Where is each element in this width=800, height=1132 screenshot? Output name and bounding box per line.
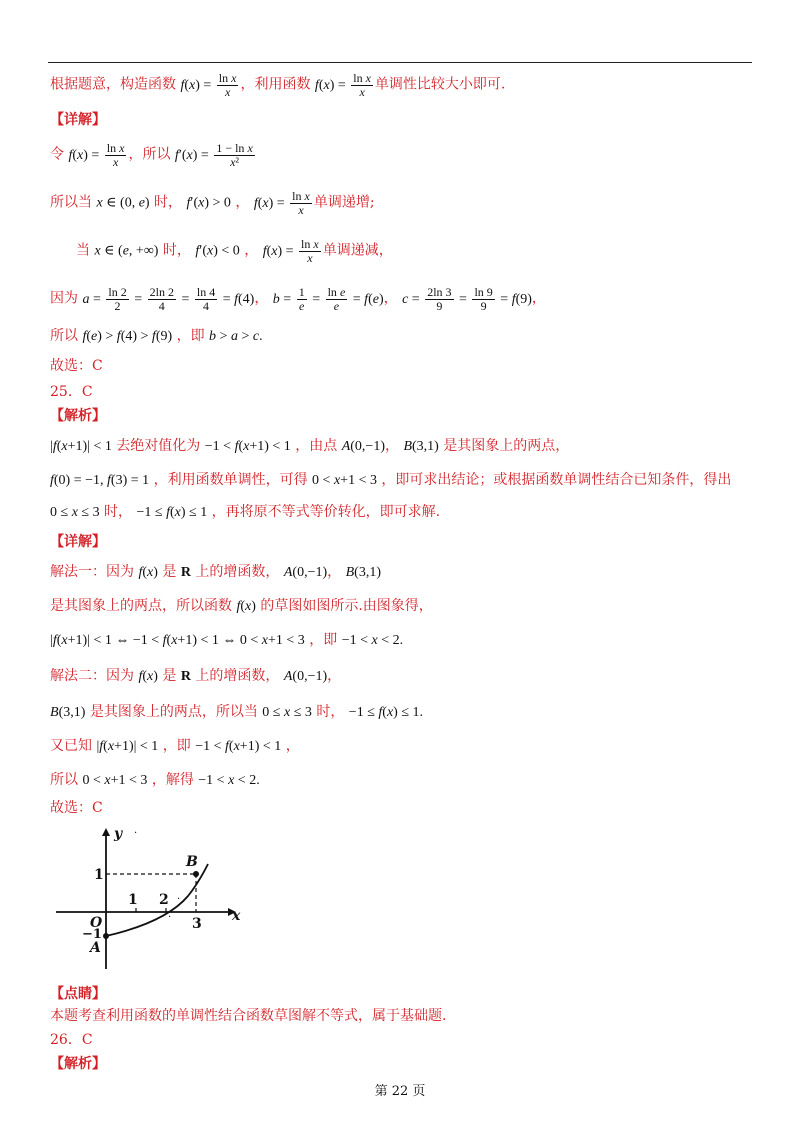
x-tick-3-label: 3 xyxy=(192,916,202,932)
line-12: f(0) = −1, f(3) = 1 ，利用函数单调性，可得 0 < x+1 < 3 ，即可求出结论；或根据函数单调性结合已知条件，得出 xyxy=(50,472,732,488)
header-rule xyxy=(48,62,752,63)
y-tick-1-label: 1 xyxy=(94,867,104,883)
section-heading-analysis-2: 【解析】 xyxy=(50,1056,106,1072)
answer-line-25: 故选：C xyxy=(50,800,103,816)
origin-label: O xyxy=(90,915,103,931)
point-a-dot xyxy=(103,933,109,939)
line-24: 本题考查利用函数的单调性结合函数草图解不等式，属于基础题. xyxy=(50,1008,447,1024)
section-heading-analysis: 【解析】 xyxy=(50,408,106,424)
line-3: 令 f(x) = $\frac{\text{ln x}}{x}$ ，所以 f′(x) = $\frac{\text{1 − ln x}}{\text{x²}}$ xyxy=(50,141,253,169)
function-sketch-graph xyxy=(56,824,256,974)
line-17: |f(x+1)| < 1 ⇔ −1 < f(x+1) < 1 ⇔ 0 < x+1 < 3 ，即 −1 < x < 2. xyxy=(50,632,404,648)
answer-line-24: 故选：C xyxy=(50,358,103,374)
line-5: 当 x ∈ (e, +∞) 时， f′(x) < 0 ， f(x) = $\frac{\text{ln x}}{x}$ 单调递减， xyxy=(76,237,393,265)
y-axis-arrow-icon xyxy=(102,828,110,836)
line-19: B(3,1) 是其图象上的两点，所以当 0 ≤ x ≤ 3 时， −1 ≤ f(x) ≤ 1. xyxy=(50,704,424,720)
question-25-heading: 25．C xyxy=(50,384,93,400)
line-4: 所以当 x ∈ (0, e) 时， f′(x) > 0 ， f(x) = $\frac{\text{ln x}}{x}$ 单调递增; xyxy=(50,189,375,217)
line-1-text: 根据题意，构造函数 xyxy=(50,76,176,93)
graph-dot-mark-3: · xyxy=(168,912,172,923)
line-20: 又已知 |f(x+1)| < 1 ，即 −1 < f(x+1) < 1 ， xyxy=(50,738,300,754)
line-7: 所以 f(e) > f(4) > f(9) ，即 b > a > c. xyxy=(50,328,263,344)
y-axis-label: y xyxy=(114,826,123,842)
line-16: 是其图象上的两点，所以函数 f(x) 的草图如图所示.由图象得， xyxy=(50,598,433,614)
line-1: 根据题意，构造函数 f(x) = $\frac{\text{ln x}}{x}$ ，利用函数 f(x) = $\frac{\text{ln x}}{x}$ 单调性比较大小即可. xyxy=(50,71,506,99)
graph-dot-mark-2: · xyxy=(177,894,181,905)
line-11: |f(x+1)| < 1 去绝对值化为 −1 < f(x+1) < 1 ，由点 A(0,−1)， B(3,1) 是其图象上的两点， xyxy=(50,438,570,454)
x-tick-2-label: 2 xyxy=(159,892,169,908)
question-26-heading: 26．C xyxy=(50,1032,93,1048)
section-heading-tip: 【点睛】 xyxy=(50,986,106,1002)
section-heading-detail-2: 【详解】 xyxy=(50,534,106,550)
point-b-dot xyxy=(193,871,199,877)
line-13: 0 ≤ x ≤ 3 时， −1 ≤ f(x) ≤ 1 ，再将原不等式等价转化，即可求解. xyxy=(50,504,441,520)
y-tick-neg1-label: −1 xyxy=(82,927,102,942)
page-footer: 第 22 页 xyxy=(374,1084,426,1099)
line-21: 所以 0 < x+1 < 3 ，解得 −1 < x < 2. xyxy=(50,772,260,788)
x-tick-1-label: 1 xyxy=(128,892,138,908)
section-heading-detail: 【详解】 xyxy=(50,112,106,128)
line-6: 因为 a = $\frac{\ln 2}{2}$ = $\frac{2\ln 2}{4}$ = $\frac{\ln 4}{4}$ = f(4)， b = $\frac{1}{e}$ = $\frac{\text{ln e}}{e}$ = f(e)， c = $\frac{2\ln 3}{9}$ = $\frac{\ln 9}{9}$ = f(9)， xyxy=(50,285,546,313)
point-a-label: A xyxy=(90,940,101,956)
point-b-label: B xyxy=(186,854,198,870)
graph-dot-mark: · xyxy=(134,828,138,839)
x-axis-label: x xyxy=(232,908,241,924)
line-15: 解法一：因为 f(x) 是 R 上的增函数， A(0,−1)， B(3,1) xyxy=(50,564,381,580)
line-18: 解法二：因为 f(x) 是 R 上的增函数， A(0,−1)， xyxy=(50,668,342,684)
